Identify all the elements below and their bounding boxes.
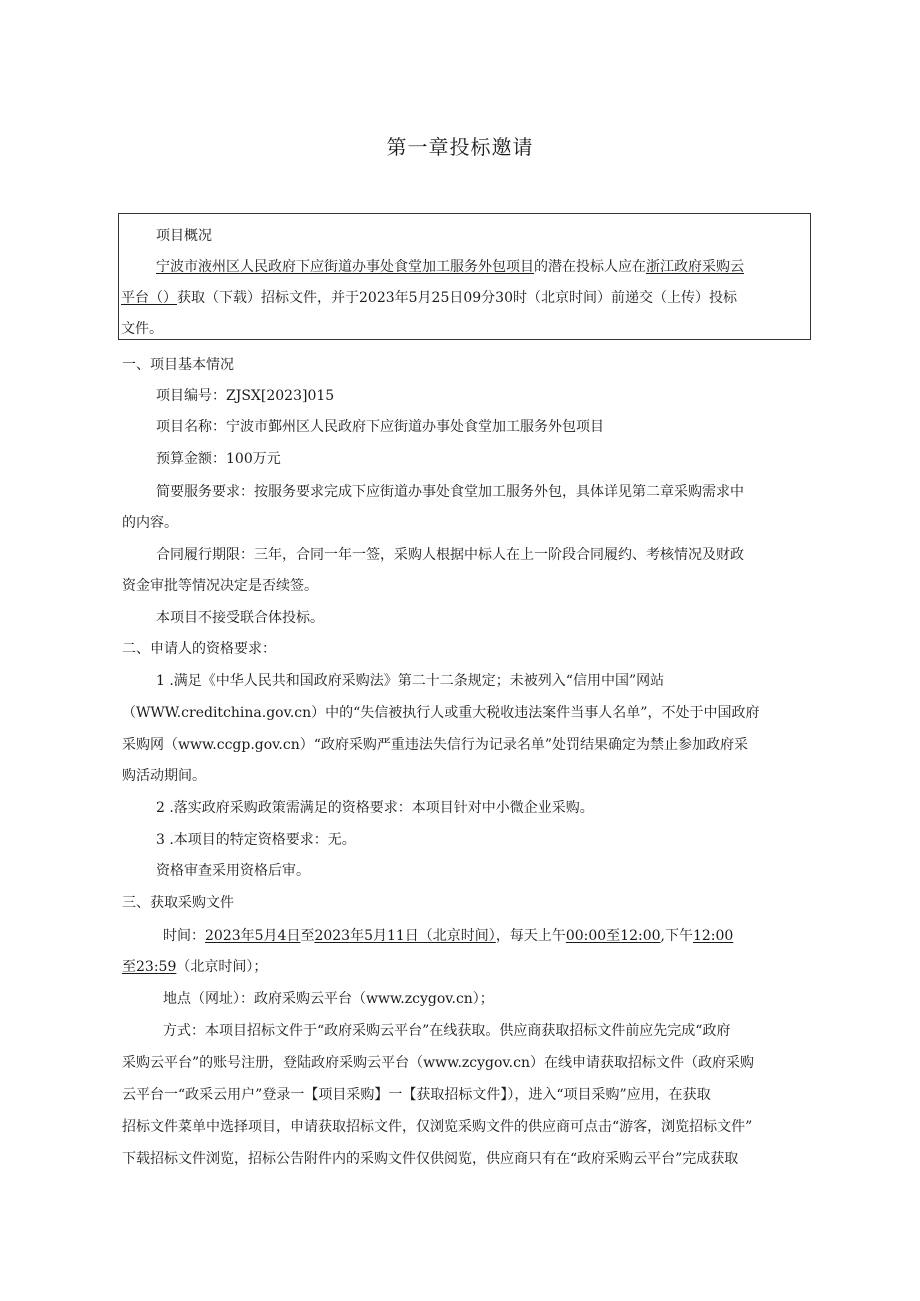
project-number: 项目编号：ZJSX[2023]015 bbox=[156, 388, 335, 404]
time-start: 2023年5月4日 bbox=[205, 928, 301, 944]
overview-deadline: 获取（下载）招标文件，并于2023年5月25日09分30时（北京时间）前递交（上传）投标 bbox=[177, 290, 737, 306]
section-3-heading: 三、获取采购文件 bbox=[122, 895, 234, 911]
acquisition-location: 地点（网址）：政府采购云平台（www.zcygov.cn）； bbox=[163, 991, 494, 1007]
acquisition-method-line-2: 采购云平台”的账号注册，登陆政府采购云平台（www.zcygov.cn）在线申请获取招标文件（政府采购 bbox=[122, 1055, 754, 1071]
service-requirement-line-1: 简要服务要求：按服务要求完成下应街道办事处食堂加工服务外包，具体详见第二章采购需求中 bbox=[156, 484, 744, 500]
time-to: 至 bbox=[300, 928, 315, 944]
time-timezone: （北京时间）； bbox=[176, 959, 268, 975]
qualification-item-3: 3 .本项目的特定资格要求：无。 bbox=[156, 832, 356, 848]
overview-line-3: 文件。 bbox=[121, 321, 163, 337]
budget-amount: 预算金额：100万元 bbox=[156, 451, 281, 467]
time-daily: ，每天上午 bbox=[495, 928, 566, 944]
qualification-review: 资格审查采用资格后审。 bbox=[156, 863, 310, 879]
qualification-item-1-line-4: 购活动期间。 bbox=[122, 768, 206, 784]
time-afternoon-end: 至23:59 bbox=[122, 959, 177, 975]
time-label: 时间： bbox=[163, 928, 205, 944]
project-name-link: 宁波市液州区人民政府下应街道办事处食堂加工服务外包项目 bbox=[156, 259, 534, 275]
service-requirement-line-2: 的内容。 bbox=[122, 515, 178, 531]
overview-box bbox=[118, 213, 811, 340]
platform-name-link-cont: 平台（） bbox=[121, 290, 177, 306]
overview-line-1 bbox=[156, 258, 744, 276]
project-name: 项目名称：宁波市鄞州区人民政府下应街道办事处食堂加工服务外包项目 bbox=[156, 419, 604, 435]
acquisition-time-line-2 bbox=[122, 958, 267, 976]
qualification-item-1-line-2: （WWW.creditchina.gov.cn）中的“失信被执行人或重大税收违法案件当事人名单”，不处于中国政府 bbox=[122, 705, 760, 721]
page-title: 第一章投标邀请 bbox=[386, 135, 534, 159]
acquisition-method-line-3: 云平台一“政采云用户”登录一【项目采购】一【获取招标文件】），进入“项目采购”应用，在获取 bbox=[122, 1087, 711, 1103]
acquisition-time-line-1 bbox=[163, 927, 733, 945]
platform-name-link: 浙江政府采购云 bbox=[646, 259, 744, 275]
qualification-item-1-line-1: 1 .满足《中华人民共和国政府采购法》第二十二条规定；未被列入“信用中国”网站 bbox=[156, 673, 665, 689]
contract-period-line-2: 资金审批等情况决定是否续签。 bbox=[122, 578, 318, 594]
qualification-item-1-line-3: 采购网（www.ccgp.gov.cn）“政府采购严重违法失信行为记录名单”处罚结果确定为禁止参加政府采 bbox=[122, 737, 749, 753]
section-1-heading: 一、项目基本情况 bbox=[122, 357, 234, 373]
overview-line-1-mid: 的潜在投标人应在 bbox=[534, 259, 646, 275]
overview-heading: 项目概况 bbox=[156, 228, 212, 244]
time-afternoon-start: 12:00 bbox=[692, 928, 734, 944]
contract-period-line-1: 合同履行期限：三年，合同一年一签，采购人根据中标人在上一阶段合同履约、考核情况及财政 bbox=[156, 547, 744, 563]
acquisition-method-line-4: 招标文件菜单中选择项目，申请获取招标文件，仅浏览采购文件的供应商可点击“游客，浏览招标文件” bbox=[122, 1119, 753, 1135]
acquisition-method-line-5: 下载招标文件浏览，招标公告附件内的采购文件仅供阅览，供应商只有在“政府采购云平台”完成获取 bbox=[122, 1151, 739, 1167]
qualification-item-2: 2 .落实政府采购政策需满足的资格要求：本项目针对中小微企业采购。 bbox=[156, 800, 594, 816]
section-2-heading: 二、申请人的资格要求： bbox=[122, 641, 276, 657]
time-end: 2023年5月11日（北京时间） bbox=[314, 928, 496, 944]
time-morning: 00:00至12:00 bbox=[565, 928, 661, 944]
time-afternoon-label: ,下午 bbox=[660, 928, 693, 944]
consortium-note: 本项目不接受联合体投标。 bbox=[156, 610, 324, 626]
overview-line-2 bbox=[121, 289, 737, 307]
acquisition-method-line-1: 方式：本项目招标文件于“政府采购云平台”在线获取。供应商获取招标文件前应先完成“政府 bbox=[163, 1023, 731, 1039]
